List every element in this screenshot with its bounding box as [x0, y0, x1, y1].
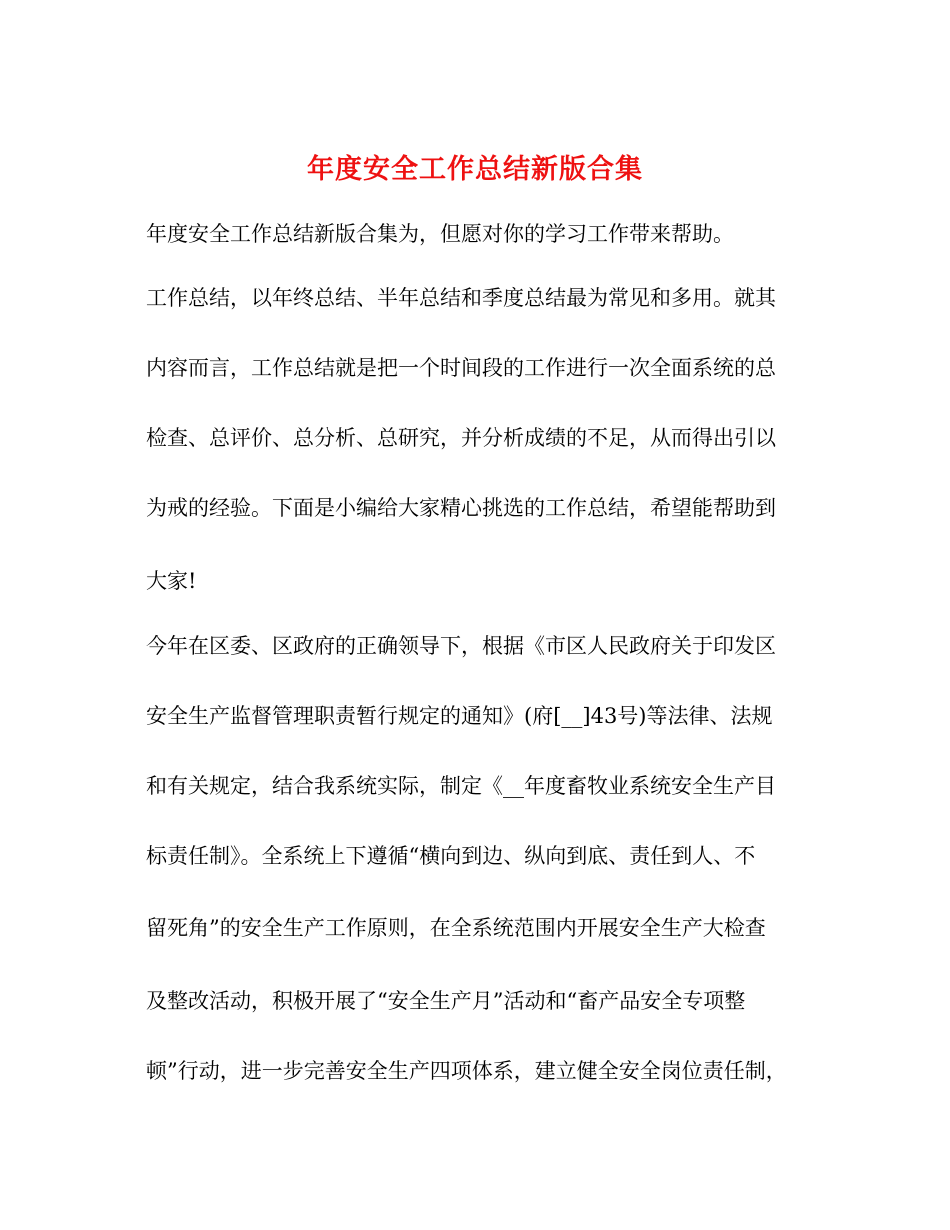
body-line: 今年在区委、区政府的正确领导下，根据《市区人民政府关于印发区 [146, 634, 776, 658]
document-title: 年度安全工作总结新版合集 [307, 154, 643, 186]
body-line: 为戒的经验。下面是小编给大家精心挑选的工作总结，希望能帮助到 [146, 496, 776, 520]
body-line: 安全生产监督管理职责暂行规定的通知》(府[__]43号)等法律、法规 [146, 704, 773, 728]
body-line: 年度安全工作总结新版合集为，但愿对你的学习工作带来帮助。 [146, 222, 734, 246]
body-line: 工作总结，以年终总结、半年总结和季度总结最为常见和多用。就其 [146, 286, 776, 310]
body-line: 大家! [146, 569, 197, 593]
body-line: 留死角”的安全生产工作原则，在全系统范围内开展安全生产大检查 [146, 916, 766, 940]
body-line: 及整改活动，积极开展了“安全生产月”活动和“畜产品安全专项整 [146, 989, 746, 1013]
body-line: 顿”行动，进一步完善安全生产四项体系，建立健全安全岗位责任制， [146, 1059, 787, 1083]
body-line: 内容而言，工作总结就是把一个时间段的工作进行一次全面系统的总 [146, 356, 776, 380]
body-line: 标责任制》。全系统上下遵循“横向到边、纵向到底、责任到人、不 [146, 844, 756, 868]
body-line: 和有关规定，结合我系统实际，制定《__年度畜牧业系统安全生产目 [146, 774, 776, 798]
body-line: 检查、总评价、总分析、总研究，并分析成绩的不足，从而得出引以 [146, 426, 776, 450]
